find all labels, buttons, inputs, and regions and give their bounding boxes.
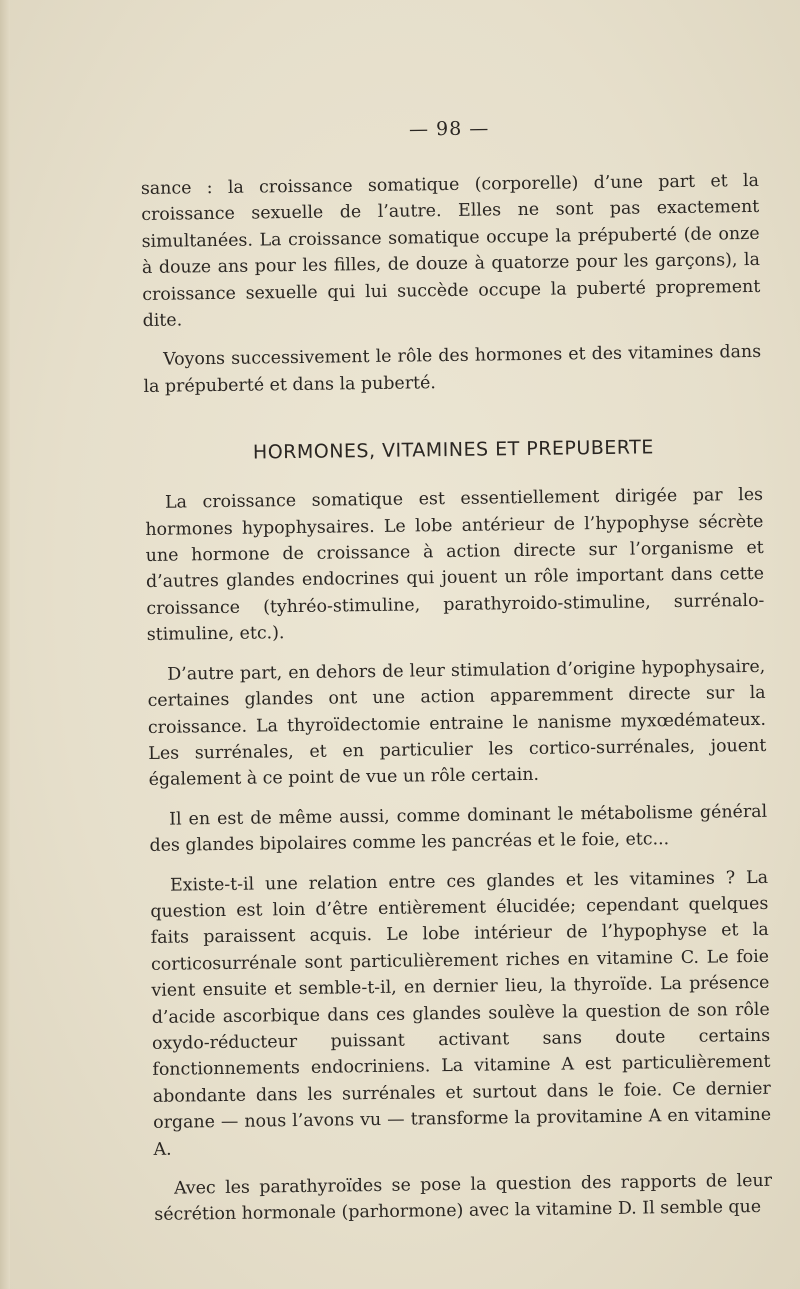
page-text-block (140, 110, 773, 1242)
paragraph: Existe-t-il une relation entre ces glandes et les vitamines ? La question est loin d’être entièrement élucidée; cependant quelques faits paraissent acquis. Le lobe intérieur de l’hypophyse et la corticosurrénale sont particulièrement riches en vitamine C. Le foie vient ensuite et semble-t-il, en dernier lieu, la thyroïde. La présence d’acide ascorbique dans ces glandes soulève la question de son rôle oxydo-réducteur puissant activant sans doute certains fonctionnements endocriniens. La vitamine A est particulièrement abondante dans les surrénales et surtout dans le foie. Ce dernier organe — nous l’avons vu — transforme la provitamine A en vitamine A. (150, 867, 772, 1160)
paragraph: Avec les parathyroïdes se pose la question des rapports de leur sécrétion hormonale (parhormone) avec la vitamine D. Il semble que (154, 1170, 773, 1226)
paragraph: D’autre part, en dehors de leur stimulation d’origine hypophysaire, certaines glandes ont une action apparemment directe sur la croissance. La thyroïdectomie entraine le nanisme myxœdémateux. Les surrénales, et en particulier les cortico-surrénales, jouent également à ce point de vue un rôle certain. (147, 656, 767, 791)
paragraph: Voyons successivement le rôle des hormones et des vitamines dans la prépuberté et dans la puberté. (143, 342, 762, 397)
page-left-edge (0, 0, 10, 1289)
paragraph-continuation: sance : la croissance somatique (corporelle) d’une part et la croissance sexuelle de l’autre. Elles ne sont pas exactement simultanées. La croissance somatique occupe la prépuberté (de onze à douze ans pour les filles, de douze à quatorze pour les garçons), la croissance sexuelle qui lui succède occupe la puberté proprement dite. (140, 170, 761, 332)
paragraph: Il en est de même aussi, comme dominant le métabolisme général des glandes bipolaires comme les pancréas et le foie, etc... (149, 801, 768, 857)
paragraph: La croissance somatique est essentiellement dirigée par les hormones hypophysaires. Le lobe antérieur de l’hypophyse sécrète une hormone de croissance à action directe sur l’organisme et d’autres glandes endocrines qui jouent un rôle important dans cette croissance (tyhréo-stimuline, parathyroido-stimuline, surrénalo-stimuline, etc.). (145, 485, 765, 646)
section-heading: HORMONES, VITAMINES ET PREPUBERTE (252, 436, 654, 464)
page-number: — 98 — (408, 117, 490, 141)
